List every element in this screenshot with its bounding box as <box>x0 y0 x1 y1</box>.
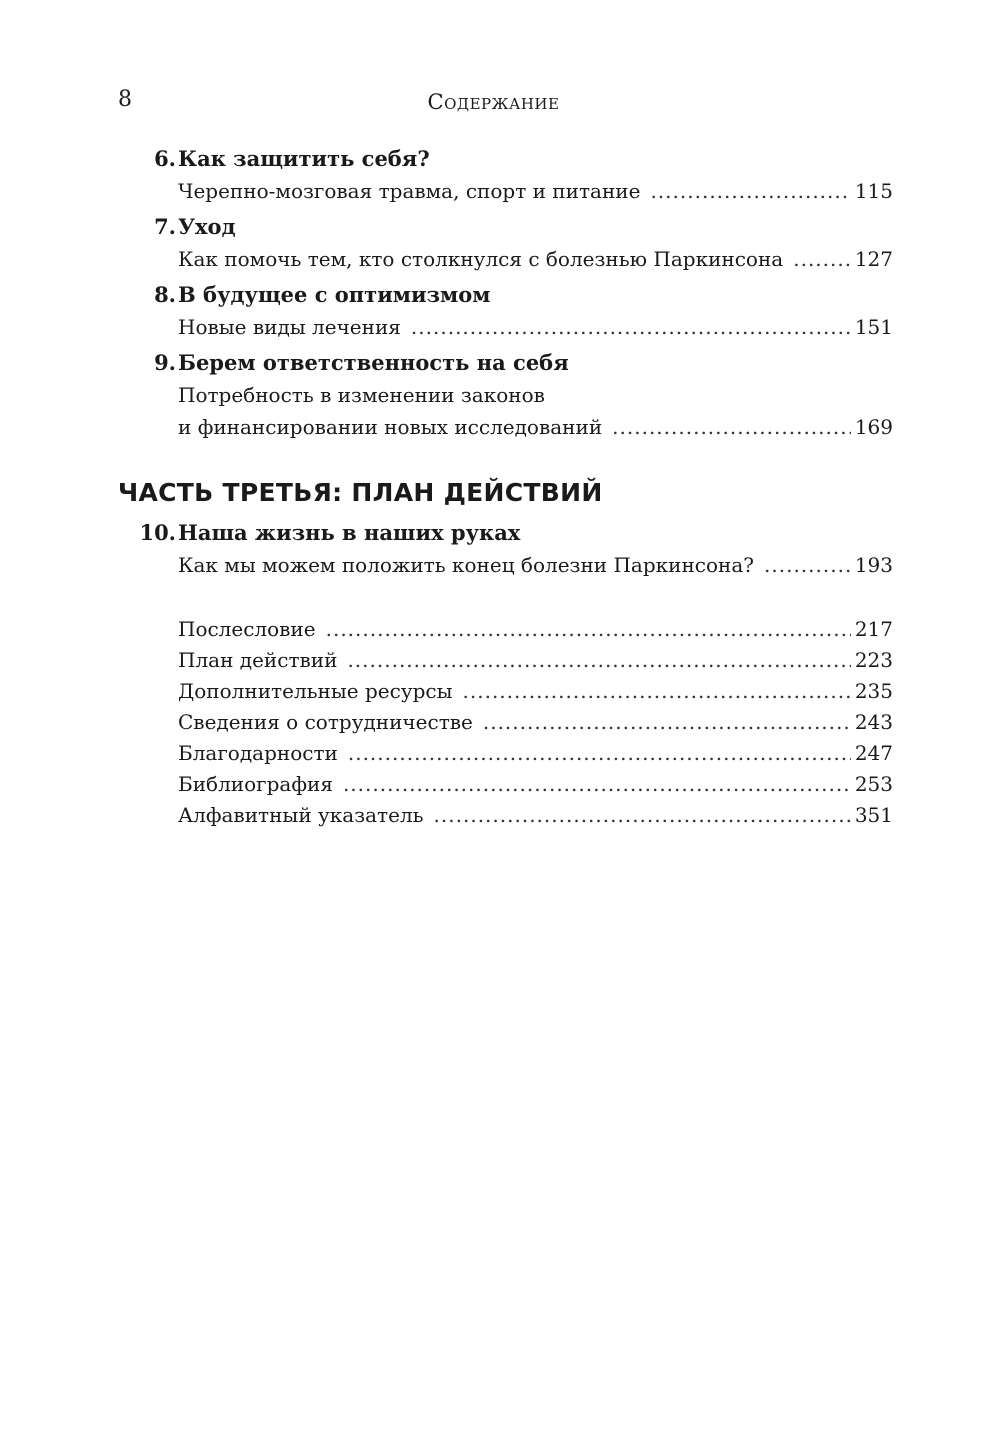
chapter-title: Уход <box>178 214 236 239</box>
toc-entry-continued[interactable] <box>178 379 893 411</box>
dot-leader <box>434 800 851 831</box>
entry-page: 217 <box>854 617 893 641</box>
dot-leader <box>348 738 851 769</box>
chapter-heading <box>118 517 893 549</box>
entry-page: 193 <box>854 553 893 577</box>
dot-leader <box>343 769 851 800</box>
toc-chapter-6 <box>118 143 893 207</box>
toc-entry[interactable] <box>178 645 893 676</box>
entry-text: Библиография <box>178 772 333 796</box>
dot-leader <box>483 707 851 738</box>
chapter-heading <box>118 347 893 379</box>
entry-page: 247 <box>854 741 893 765</box>
chapter-number: 10. <box>139 520 176 545</box>
chapter-number: 8. <box>154 282 176 307</box>
entry-text: Благодарности <box>178 741 338 765</box>
toc-entry[interactable] <box>178 311 893 343</box>
chapter-number: 6. <box>154 146 176 171</box>
entry-page: 351 <box>854 803 893 827</box>
dot-leader <box>764 549 851 581</box>
back-matter-list <box>118 614 893 831</box>
toc-entry[interactable] <box>178 175 893 207</box>
toc-entry[interactable] <box>178 707 893 738</box>
chapter-heading <box>118 143 893 175</box>
entry-text: Сведения о сотрудничестве <box>178 710 473 734</box>
dot-leader <box>411 311 851 343</box>
toc-chapter-7 <box>118 211 893 275</box>
toc-entry[interactable] <box>178 769 893 800</box>
entry-text: и финансировании новых исследований <box>178 415 603 439</box>
chapter-number: 9. <box>154 350 176 375</box>
entry-page: 127 <box>854 247 893 271</box>
toc-chapter-10 <box>118 517 893 581</box>
entry-text: Новые виды лечения <box>178 315 401 339</box>
chapter-title: В будущее с оптимизмом <box>178 282 491 307</box>
entry-page: 151 <box>854 315 893 339</box>
toc-entry[interactable] <box>178 243 893 275</box>
entry-text: Потребность в изменении законов <box>178 383 545 407</box>
entry-text: Послесловие <box>178 617 316 641</box>
dot-leader <box>347 645 850 676</box>
dot-leader <box>650 175 850 207</box>
entry-page: 169 <box>854 415 893 439</box>
entry-text: План действий <box>178 648 338 672</box>
toc-entry[interactable] <box>178 549 893 581</box>
entry-text: Дополнительные ресурсы <box>178 679 453 703</box>
toc-chapter-8 <box>118 279 893 343</box>
entry-page: 223 <box>854 648 893 672</box>
chapter-title: Как защитить себя? <box>178 146 430 171</box>
dot-leader <box>463 676 851 707</box>
chapter-title: Наша жизнь в наших руках <box>178 520 521 545</box>
entry-page: 115 <box>854 179 893 203</box>
part-title: ЧАСТЬ ТРЕТЬЯ: ПЛАН ДЕЙСТВИЙ <box>118 478 603 507</box>
entry-text: Как помочь тем, кто столкнулся с болезнью Паркинсона <box>178 247 784 271</box>
chapter-number: 7. <box>154 214 176 239</box>
toc-entry[interactable] <box>178 614 893 645</box>
entry-page: 235 <box>854 679 893 703</box>
entry-page: 253 <box>854 772 893 796</box>
chapter-heading <box>118 279 893 311</box>
chapter-heading <box>118 211 893 243</box>
running-head: Содержание <box>427 90 560 114</box>
page-number: 8 <box>118 87 132 112</box>
entry-text: Черепно-мозговая травма, спорт и питание <box>178 179 641 203</box>
entry-page: 243 <box>854 710 893 734</box>
entry-text: Алфавитный указатель <box>178 803 424 827</box>
toc-chapter-9 <box>118 347 893 443</box>
toc-entry[interactable] <box>178 411 893 443</box>
chapter-title: Берем ответственность на себя <box>178 350 569 375</box>
dot-leader <box>793 243 851 275</box>
entry-text: Как мы можем положить конец болезни Паркинсона? <box>178 553 755 577</box>
toc-entry[interactable] <box>178 738 893 769</box>
dot-leader <box>326 614 851 645</box>
toc-entry[interactable] <box>178 676 893 707</box>
toc-entry[interactable] <box>178 800 893 831</box>
dot-leader <box>612 411 851 443</box>
